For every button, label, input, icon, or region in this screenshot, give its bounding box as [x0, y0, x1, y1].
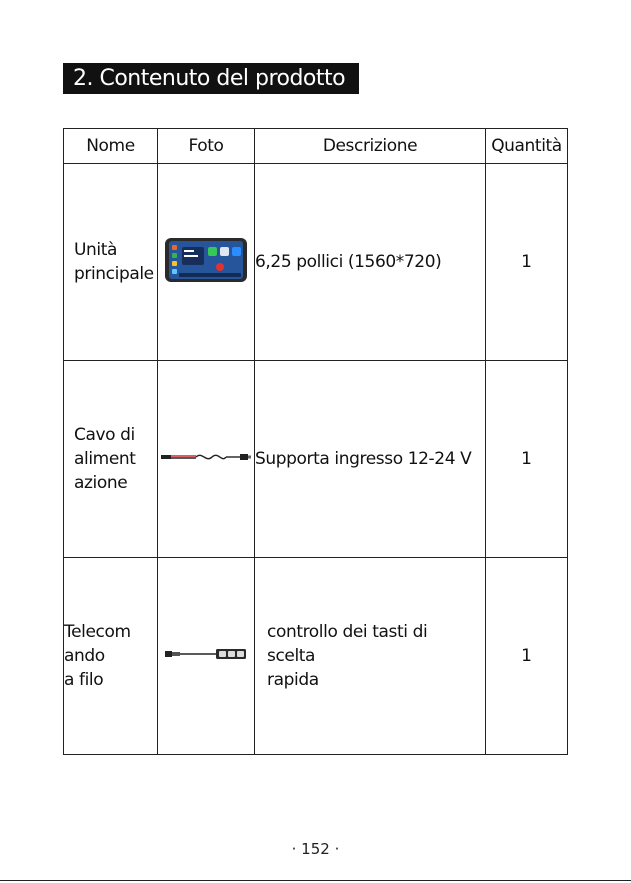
table-header-row [64, 129, 568, 164]
row-name-line: a filo [64, 670, 104, 690]
row-photo [158, 164, 255, 361]
row-description-line: controllo dei tasti di scelta [267, 622, 428, 666]
row-photo [158, 558, 255, 755]
row-name-line: principale [74, 264, 154, 284]
bottom-divider [0, 880, 631, 881]
head-unit-screen-icon [164, 237, 248, 288]
table-row [64, 164, 568, 361]
table-row [64, 361, 568, 558]
row-name-line: azione [74, 473, 128, 493]
row-description [255, 361, 486, 558]
row-name-line: Cavo di [74, 425, 135, 445]
page-number: · 152 · [291, 840, 340, 858]
row-name [64, 164, 158, 361]
wired-remote-icon [164, 646, 248, 666]
row-description [255, 558, 486, 755]
row-name-line: Unità [74, 240, 118, 260]
row-quantity: 1 [486, 361, 568, 558]
row-name-line: Telecom [64, 622, 131, 642]
row-name-line: aliment [74, 449, 136, 469]
row-description-line: 6,25 pollici (1560*720) [255, 252, 442, 272]
header-description: Descrizione [255, 129, 486, 164]
power-cable-icon [160, 449, 252, 469]
header-name: Nome [64, 129, 158, 164]
row-description-line: rapida [267, 670, 319, 690]
row-quantity: 1 [486, 164, 568, 361]
row-name [64, 558, 158, 755]
row-name-line: ando [64, 646, 105, 666]
product-contents-table [63, 128, 568, 755]
row-quantity: 1 [486, 558, 568, 755]
table-row [64, 558, 568, 755]
row-photo [158, 361, 255, 558]
header-photo: Foto [158, 129, 255, 164]
row-description-line: Supporta ingresso 12-24 V [255, 449, 472, 469]
row-description [255, 164, 486, 361]
row-name [64, 361, 158, 558]
header-quantity: Quantità [486, 129, 568, 164]
section-title: 2. Contenuto del prodotto [63, 63, 359, 94]
